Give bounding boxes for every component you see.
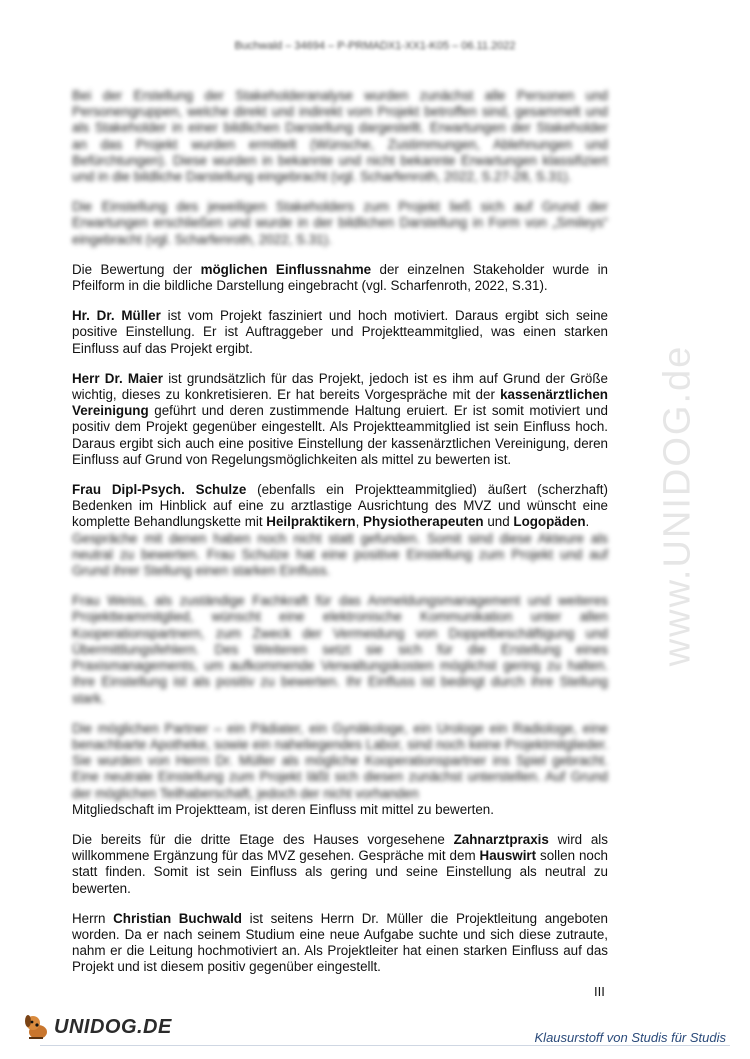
watermark <box>648 280 708 730</box>
paragraph-influence: Die Bewertung der möglichen Einflussnahme der einzelnen Stakeholder wurde in Pfeilform in die bildliche Darstellung eingebracht (vgl. Scharfenroth, 2022, S.31). <box>72 261 608 294</box>
blurred-paragraph: Gespräche mit denen haben noch nicht statt gefunden. Somit sind diese Akteure als neutral zu bewerten. Frau Schulze hat eine positive Einstellung zum Projekt und auf Grund ihrer Stellung einen starken Einfluss. <box>72 530 608 579</box>
blurred-paragraph: Frau Weiss, als zuständige Fachkraft für das Anmeldungsmanagement und weiteres Projektteammitglied, wünscht eine elektronische Kommunikation unter allen Kooperationspartnern, zum Zweck der Vermeidung von Doppelbeschäftigung und Übermittlungsfehlern. Des Weiteren setzt sie sich für die Erstellung eines Praxismanagements, um aufkommende Verwaltungskosten möglichst gering zu halten. Ihre Einstellung ist als positiv zu bewerten. Ihr Einfluss ist bedingt durch ihre Stellung stark. <box>72 593 608 706</box>
blurred-paragraph: Die Einstellung des jeweiligen Stakeholders zum Projekt ließ sich auf Grund der Erwartungen erschließen und wurde in der bildlichen Darstellung in Form von „Smileys“ eingebracht (vgl. Scharfenroth, 2022, S.31). <box>72 199 608 247</box>
paragraph-maier: Herr Dr. Maier ist grundsätzlich für das Projekt, jedoch ist es ihm auf Grund der Größe wichtig, dieses zu konkretisieren. Er hat bereits Vorgespräche mit der kassenärztlichen Vereinigung geführt und deren zustimmende Haltung eruiert. Er ist somit motiviert und positiv dem Projekt gegenüber eingestellt. Als Projektteammitglied ist sein Einfluss hoch. Daraus ergibt sich auch eine positive Einstellung der kassenärztlichen Vereinigung, deren Einfluss auf Grund von Regelungsmöglichkeiten als mittel zu bewerten ist. <box>72 370 608 467</box>
footer-slogan: Klausurstoff von Studis für Studis <box>534 1030 726 1045</box>
footer-divider <box>40 1045 730 1046</box>
paragraph-buchwald: Herrn Christian Buchwald ist seitens Herrn Dr. Müller die Projektleitung angeboten worden. Da er nach seinem Studium eine neue Aufgabe suchte und sich diese zutraute, nahm er die Leitung hochmotiviert an. Als Projektleiter hat einen starken Einfluss auf das Projekt und ist diesem positiv gegenüber eingestellt. <box>72 910 608 975</box>
blurred-paragraph: Bei der Erstellung der Stakeholderanalyse wurden zunächst alle Personen und Personengruppen, welche direkt und indirekt vom Projekt betroffen sind, gesammelt und als Stakeholder in einer bildlichen Darstellung dargestellt. Erwartungen der Stakeholder an das Projekt wurden ermittelt (Wünsche, Zustimmungen, Ablehnungen und Befürchtungen). Diese wurden in bekannte und nicht bekannte Erwartungen klassifiziert und in die bildliche Darstellung eingebracht (vgl. Scharfenroth, 2022, S.27-28, S.31). <box>72 88 608 185</box>
document-header: Buchwald – 34694 – P-PRMADX1-XX1-K05 – 06.11.2022 <box>234 40 516 52</box>
paragraph-mueller: Hr. Dr. Müller ist vom Projekt fasziniert und hoch motiviert. Daraus ergibt sich seine positive Einstellung. Er ist Auftraggeber und Projektteammitglied, was einen starken Einfluss auf das Projekt ergibt. <box>72 308 608 356</box>
watermark-text: www.UNIDOG.de <box>656 344 699 666</box>
blurred-paragraph: Die möglichen Partner – ein Pädiater, ein Gynäkologe, ein Urologe ein Radiologe, eine benachbarte Apotheke, sowie ein naheliegendes Labor, sind noch keine Projektmitglieder. Sie wurden von Herrn Dr. Müller als mögliche Kooperationspartner ins Spiel gebracht. Eine neutrale Einstellung zum Projekt läßt sich diesen zunächst unterstellen. Auf Grund der möglichen Teilhaberschaft, jedoch der nicht vorhanden <box>72 720 608 801</box>
page-number: III <box>594 984 605 999</box>
paragraph-partners-tail: Mitgliedschaft im Projektteam, ist deren Einfluss mit mittel zu bewerten. <box>72 801 494 817</box>
dog-icon <box>22 1012 52 1042</box>
document-body <box>72 88 608 990</box>
paragraph-schulze: Frau Dipl-Psych. Schulze (ebenfalls ein Projektteammitglied) äußert (scherzhaft) Bedenken im Hinblick auf eine zu arztlastige Ausrichtung des MVZ und wünscht eine komplette Behandlungskette mit Heilpraktikern, Physiotherapeuten und Logopäden. <box>72 482 608 530</box>
paragraph-dental: Die bereits für die dritte Etage des Hauses vorgesehene Zahnarztpraxis wird als willkommene Ergänzung für das MVZ gesehen. Gespräche mit dem Hauswirt sollen noch statt finden. Somit ist sein Einfluss als gering und seine Einstellung als neutral zu bewerten. <box>72 831 609 896</box>
unidog-logo <box>22 1012 172 1042</box>
logo-text: UNIDOG.DE <box>54 1015 172 1038</box>
